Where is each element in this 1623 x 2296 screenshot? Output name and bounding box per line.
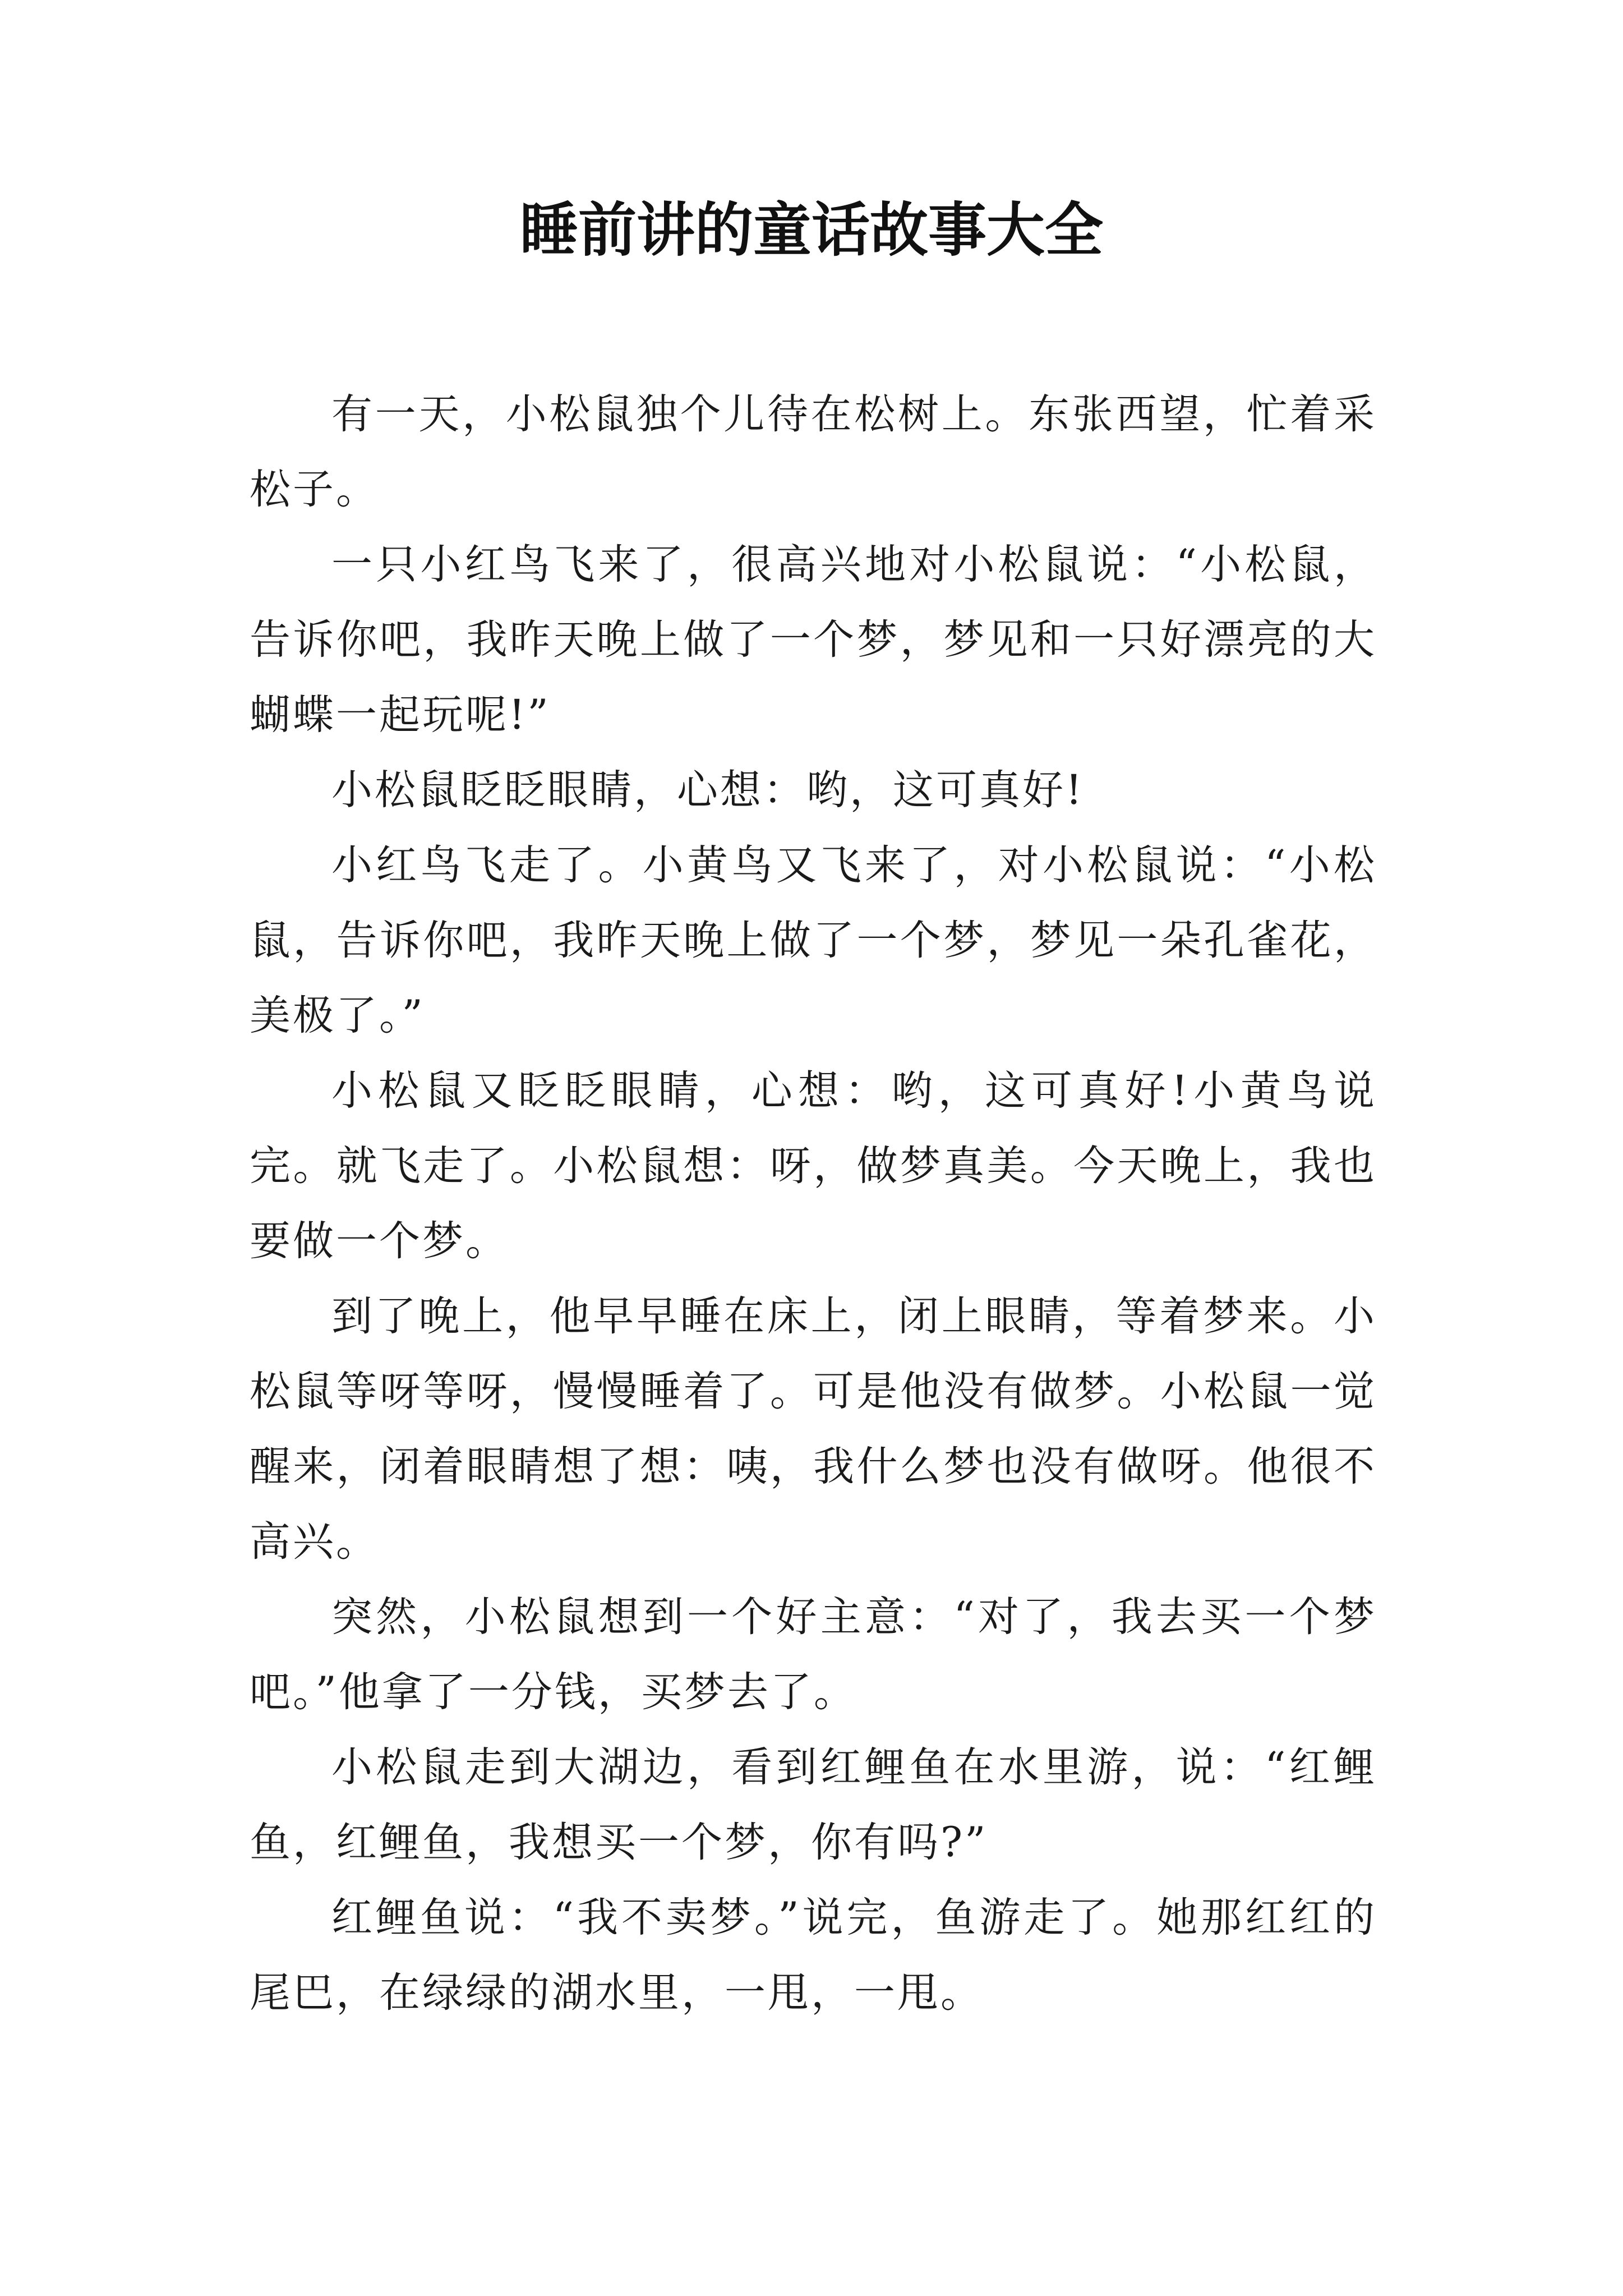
paragraph: 有一天，小松鼠独个儿待在松树上。东张西望，忙着采松子。 (250, 390, 1377, 513)
paragraph: 小松鼠又眨眨眼睛，心想：哟，这可真好!小黄鸟说完。就飞走了。小松鼠想：呀，做梦真美。今天晚上，我也要做一个梦。 (250, 1067, 1377, 1265)
paragraph: 小松鼠眨眨眼睛，心想：哟，这可真好! (331, 766, 1085, 814)
document-body (250, 377, 1377, 2031)
paragraph: 到了晚上，他早早睡在床上，闭上眼睛，等着梦来。小松鼠等呀等呀，慢慢睡着了。可是他没有做梦。小松鼠一觉醒来，闭着眼睛想了想：咦，我什么梦也没有做呀。他很不高兴。 (250, 1292, 1377, 1566)
paragraph: 小松鼠走到大湖边，看到红鲤鱼在水里游，说：“红鲤鱼，红鲤鱼，我想买一个梦，你有吗?” (250, 1743, 1377, 1866)
paragraph: 红鲤鱼说：“我不卖梦。”说完，鱼游走了。她那红红的尾巴，在绿绿的湖水里，一甩，一甩。 (250, 1894, 1377, 2017)
paragraph: 突然，小松鼠想到一个好主意：“对了，我去买一个梦吧。”他拿了一分钱，买梦去了。 (250, 1593, 1377, 1716)
paragraph: 一只小红鸟飞来了，很高兴地对小松鼠说：“小松鼠，告诉你吧，我昨天晚上做了一个梦，梦见和一只好漂亮的大蝴蝶一起玩呢!” (250, 541, 1377, 739)
document-title: 睡前讲的童话故事大全 (519, 195, 1103, 264)
paragraph: 小红鸟飞走了。小黄鸟又飞来了，对小松鼠说：“小松鼠，告诉你吧，我昨天晚上做了一个梦，梦见一朵孔雀花，美极了。” (250, 841, 1377, 1039)
